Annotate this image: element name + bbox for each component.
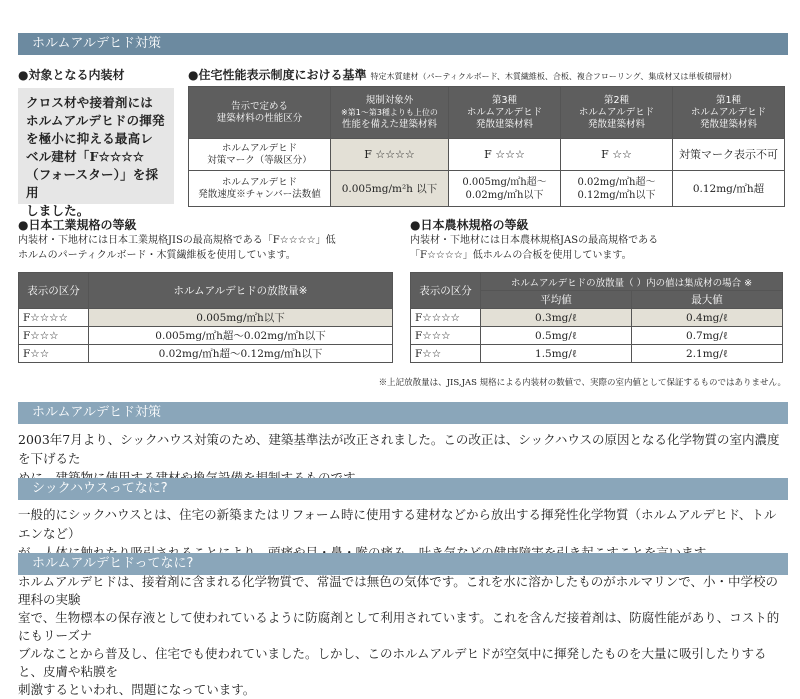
desc-line: 内装材・下地材には日本農林規格JASの最高規格である	[410, 235, 659, 246]
table-cell: F ☆☆	[561, 139, 673, 171]
value-cell: 0.005mg/㎡h超〜0.02mg/㎡h以下	[89, 327, 393, 345]
grade-cell: F☆☆	[19, 345, 89, 363]
header-cell: ホルムアルデヒドの放散量※	[89, 273, 393, 309]
desc-line: ホルムのパーティクルボード・木質繊維板を使用しています。	[18, 250, 296, 261]
grade-cell: F☆☆	[411, 345, 481, 363]
desc-line: ホルムアルデヒドの揮発	[26, 113, 165, 128]
row-label: ホルムアルデヒド 対策マーク（等級区分）	[189, 139, 331, 171]
desc-line: （フォースター）」を採用	[26, 167, 159, 200]
para-line: 一般的にシックハウスとは、住宅の新築またはリフォーム時に使用する建材などから放出する揮発性化学物質（ホルムアルデヒド、トルエンなど）	[18, 507, 777, 541]
table-cell: 0.005mg/㎡h超〜 0.02mg/㎡h以下	[449, 171, 561, 207]
formaldehyde-paragraph	[18, 573, 788, 699]
jas-heading: ●日本農林規格の等級	[410, 218, 529, 232]
value-cell: 0.02mg/㎡h超〜0.12mg/㎡h以下	[89, 345, 393, 363]
section-title: シックハウスってなに?	[32, 481, 168, 496]
header-cell: 表示の区分	[411, 273, 481, 309]
jis-table	[18, 272, 393, 363]
header-cell: 告示で定める 建築材料の性能区分	[189, 87, 331, 139]
para-line: 刺激するといわれ、問題になっています。	[18, 682, 256, 697]
value-cell: 0.3mg/ℓ	[481, 309, 632, 327]
table-cell: 0.02mg/㎡h超〜 0.12mg/㎡h以下	[561, 171, 673, 207]
section-header-formaldehyde	[18, 553, 788, 575]
desc-line: ベル建材「F☆☆☆☆	[26, 149, 145, 164]
header-cell: 表示の区分	[19, 273, 89, 309]
desc-line: 「F☆☆☆☆」低ホルムの合板を使用しています。	[410, 250, 632, 261]
grade-cell: F☆☆☆	[411, 327, 481, 345]
footnote: ※上記放散量は、JIS,JAS 規格による内装材の数値で、実際の室内値として保証するものではありません。	[378, 378, 786, 388]
jis-description	[18, 233, 336, 263]
grade-cell: F☆☆☆☆	[411, 309, 481, 327]
performance-heading-text: ●住宅性能表示制度における基準	[188, 68, 367, 82]
section-header-top	[18, 33, 788, 55]
table-row	[19, 345, 393, 363]
header-cell: 最大値	[632, 291, 783, 309]
performance-heading	[188, 66, 736, 83]
desc-line: しました。	[26, 203, 90, 218]
header-cell: 第2種 ホルムアルデヒド 発散建築材料	[561, 87, 673, 139]
section-title: ホルムアルデヒド対策	[32, 405, 161, 420]
table-row	[19, 327, 393, 345]
target-heading: ●対象となる内装材	[18, 68, 125, 82]
para-line: ブルなことから普及し、住宅でも使われていました。しかし、このホルムアルデヒドが空気中に揮発したものを大量に吸引したりすると、皮膚や粘膜を	[18, 646, 767, 679]
performance-table	[188, 86, 785, 207]
value-cell: 0.5mg/ℓ	[481, 327, 632, 345]
value-cell: 2.1mg/ℓ	[632, 345, 783, 363]
grade-cell: F☆☆☆	[19, 327, 89, 345]
table-row	[411, 345, 783, 363]
table-cell: F ☆☆☆☆	[331, 139, 449, 171]
desc-line: 内装材・下地材には日本工業規格JISの最高規格である「F☆☆☆☆」低	[18, 235, 336, 246]
value-cell: 0.7mg/ℓ	[632, 327, 783, 345]
table-cell: F ☆☆☆	[449, 139, 561, 171]
value-cell: 0.005mg/㎡h以下	[89, 309, 393, 327]
section-title: ホルムアルデヒドってなに?	[32, 556, 194, 571]
table-row	[411, 327, 783, 345]
table-row	[189, 139, 785, 171]
para-line: ホルムアルデヒドは、接着剤に含まれる化学物質で、常温では無色の気体です。これを水に溶かしたものがホルマリンで、小・中学校の理科の実験	[18, 574, 779, 607]
performance-note: 特定木質建材（パーティクルボード、木質繊維板、合板、複合フローリング、集成材又は単板積層材）	[370, 72, 737, 81]
table-row	[19, 309, 393, 327]
desc-line: を極小に抑える最高レ	[26, 131, 154, 146]
value-cell: 0.4mg/ℓ	[632, 309, 783, 327]
target-description	[18, 88, 174, 218]
section-title: ホルムアルデヒド対策	[32, 36, 161, 51]
para-line: 室で、生物標本の保存液として使われているように防腐剤として利用されています。これを含んだ接着剤は、防腐性能があり、コスト的にもリーズナ	[18, 610, 780, 643]
table-row	[411, 309, 783, 327]
table-header-row	[189, 87, 785, 139]
table-header-row	[19, 273, 393, 309]
jis-heading: ●日本工業規格の等級	[18, 218, 137, 232]
header-cell: ホルムアルデヒドの放散量（ ）内の値は集成材の場合 ※	[481, 273, 783, 291]
jas-description	[410, 233, 658, 263]
table-row	[189, 171, 785, 207]
table-cell: 0.005mg/m²h 以下	[331, 171, 449, 207]
header-cell: 第3種 ホルムアルデヒド 発散建築材料	[449, 87, 561, 139]
para-line: 2003年7月より、シックハウス対策のため、建築基準法が改正されました。この改正は、シックハウスの原因となる化学物質の室内濃度を下げるた	[18, 432, 780, 466]
header-cell: 平均値	[481, 291, 632, 309]
value-cell: 1.5mg/ℓ	[481, 345, 632, 363]
table-header-row	[411, 273, 783, 291]
desc-line: クロス材や接着剤には	[26, 95, 154, 110]
section-header-sickhouse	[18, 478, 788, 500]
table-cell: 0.12mg/㎡h超	[673, 171, 785, 207]
header-cell: 規制対象外 ※第1〜第3種よりも上位の 性能を備えた建築材料	[331, 87, 449, 139]
row-label: ホルムアルデヒド 発散速度※チャンバー法数値	[189, 171, 331, 207]
grade-cell: F☆☆☆☆	[19, 309, 89, 327]
header-cell: 第1種 ホルムアルデヒド 発散建築材料	[673, 87, 785, 139]
jas-table	[410, 272, 783, 363]
table-cell: 対策マーク表示不可	[673, 139, 785, 171]
section-header-measures	[18, 402, 788, 424]
